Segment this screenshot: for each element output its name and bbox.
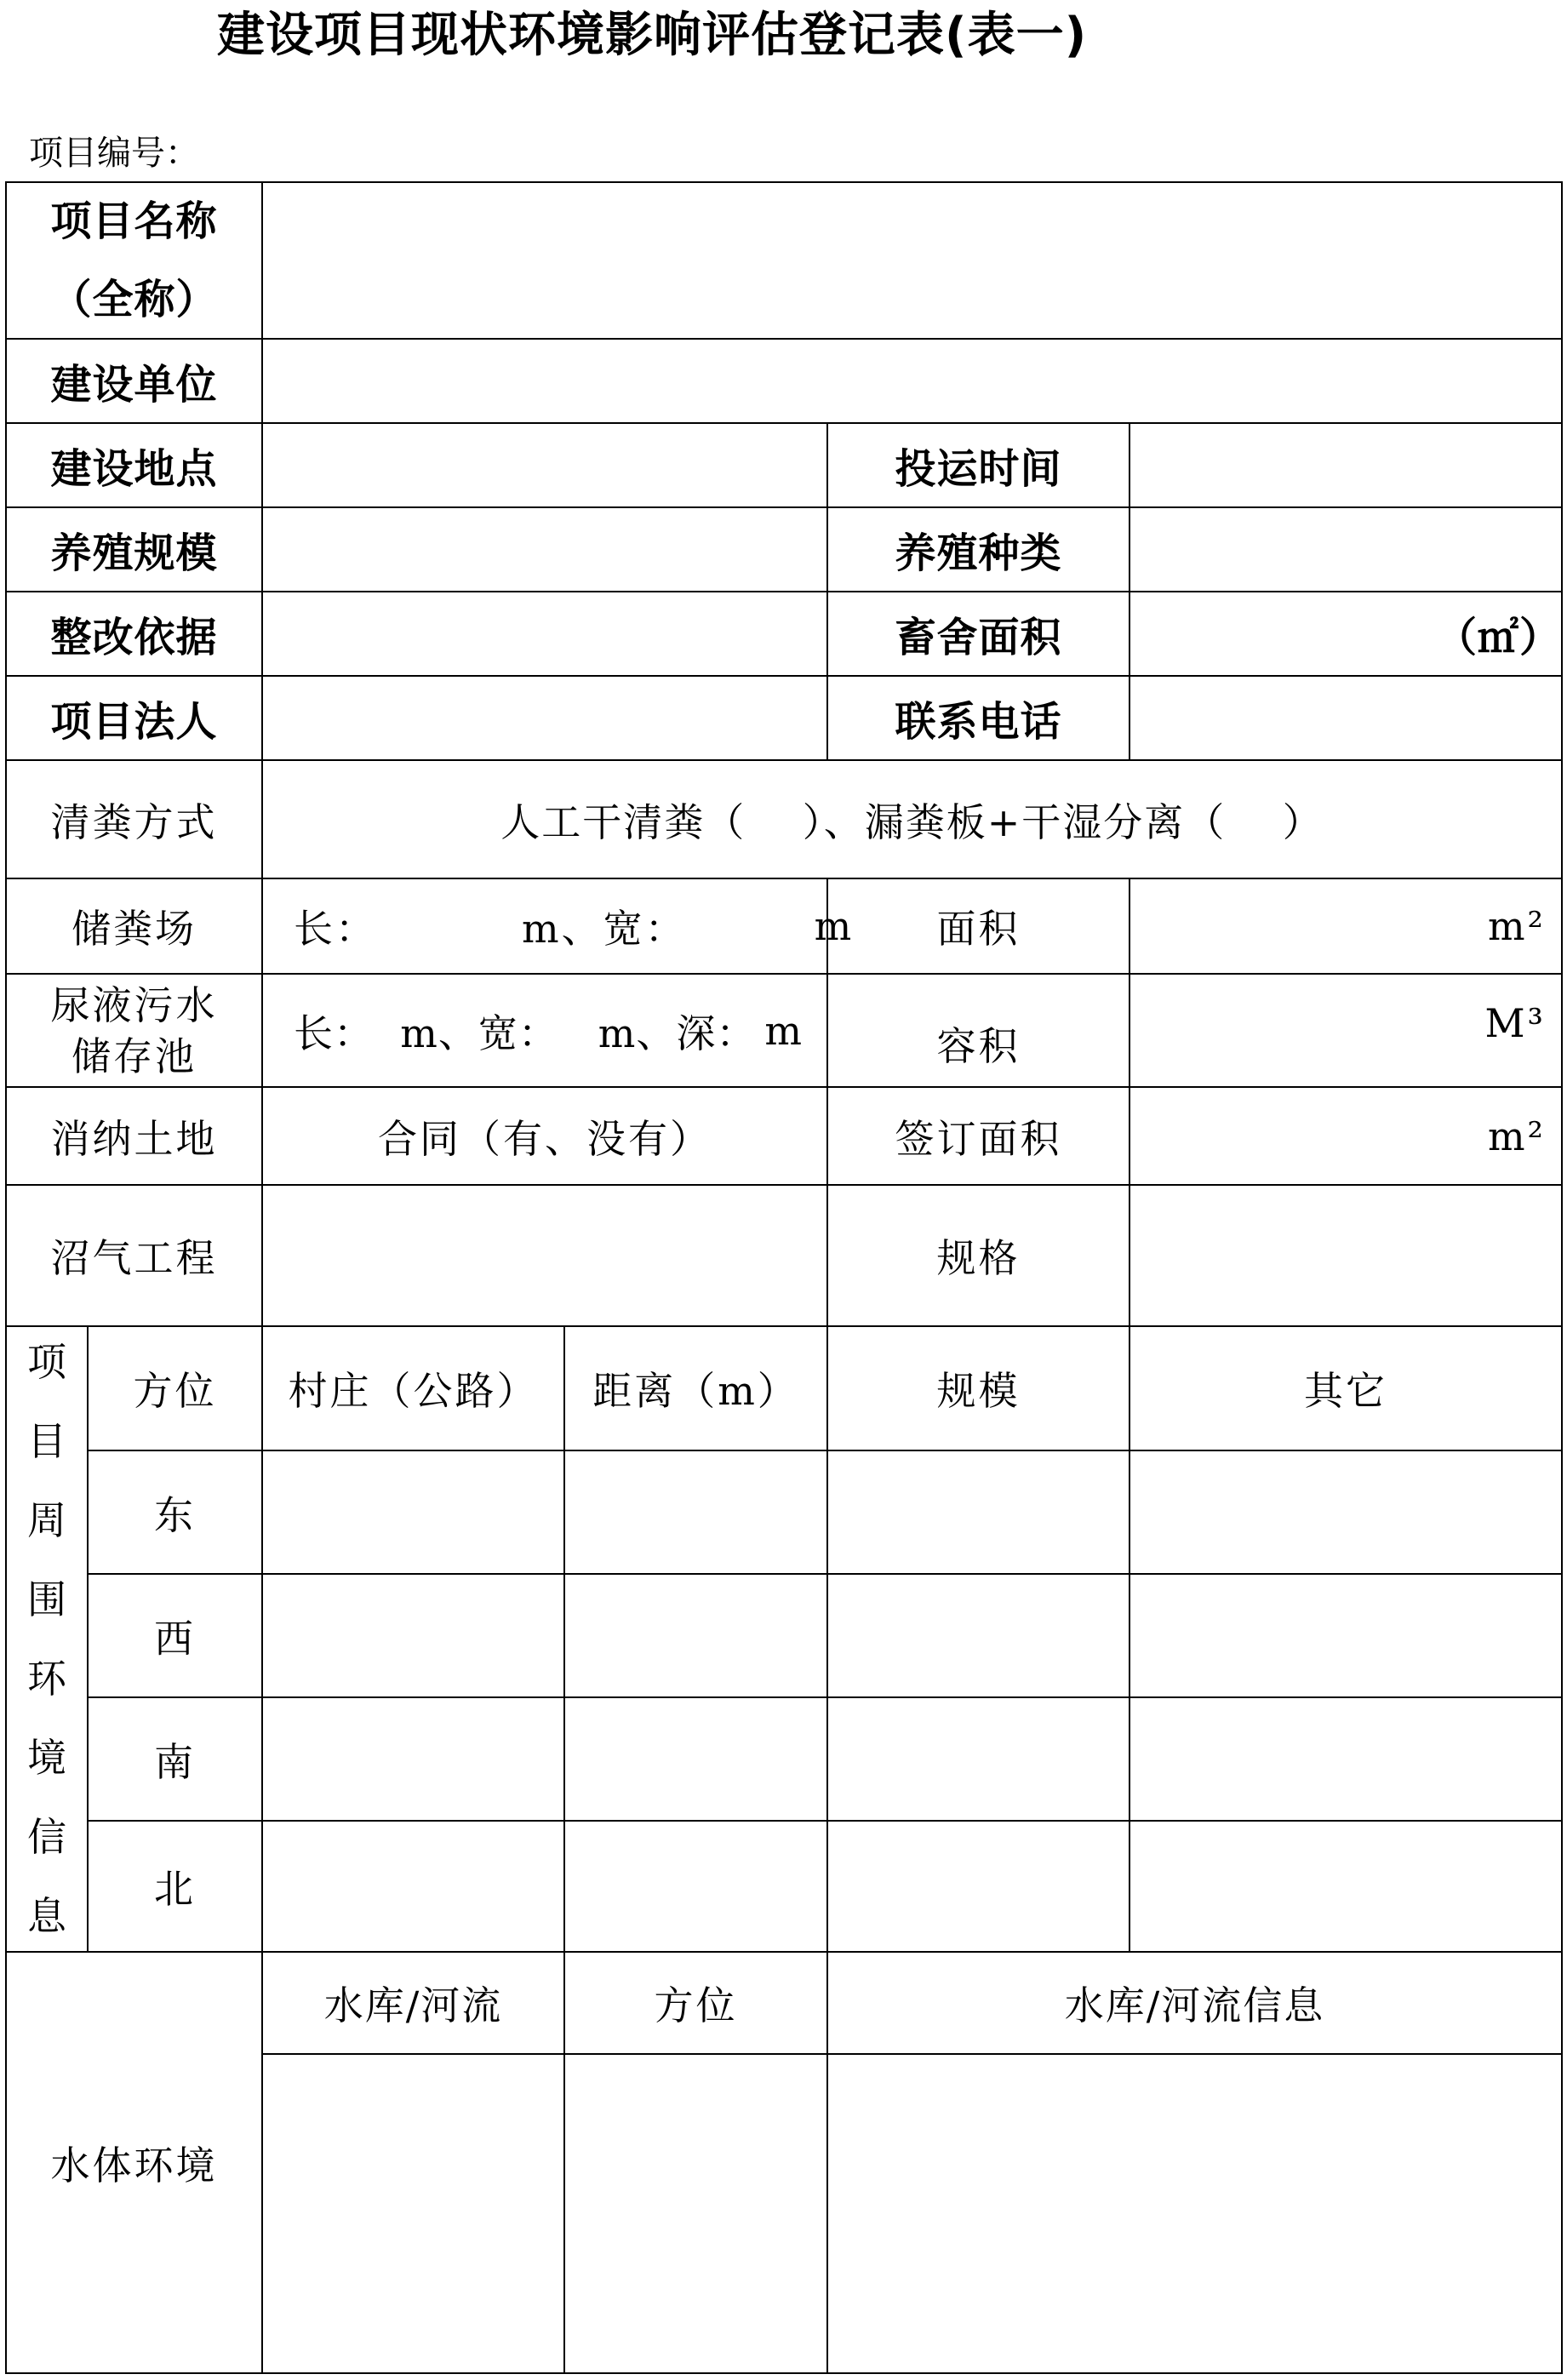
- signed-area-field[interactable]: [1130, 1088, 1561, 1184]
- breeding-species-label: 养殖种类: [895, 529, 1062, 577]
- breeding-species-field[interactable]: [1130, 508, 1561, 591]
- manure-cleaning-label: 清粪方式: [50, 798, 218, 845]
- biogas-spec-field[interactable]: [1130, 1186, 1561, 1325]
- biogas-project-field[interactable]: [263, 1186, 826, 1325]
- construction-unit-label: 建设单位: [50, 361, 218, 409]
- reservoir-river-field[interactable]: [263, 2055, 563, 2372]
- phone-label: 联系电话: [895, 698, 1062, 746]
- surroundings-char: 信: [27, 1813, 66, 1860]
- row-divider: [87, 1696, 1563, 1698]
- distance-header: 距离（m）: [592, 1368, 799, 1414]
- manure-yard-area-unit: m²: [1487, 903, 1546, 949]
- surroundings-section-label: [7, 1327, 87, 1951]
- location-field[interactable]: [263, 424, 826, 506]
- other-header: 其它: [1304, 1368, 1387, 1414]
- surroundings-char: 境: [27, 1734, 66, 1781]
- manure-yard-length-label: 长：: [294, 906, 377, 952]
- row-divider: [87, 1820, 1563, 1822]
- absorption-land-label: 消纳土地: [50, 1115, 218, 1162]
- water-environment-label: 水体环境: [50, 2142, 218, 2188]
- sewage-pool-dimensions[interactable]: [263, 975, 826, 1086]
- project-name-label: [7, 183, 261, 338]
- barn-area-field[interactable]: [1130, 592, 1561, 675]
- surroundings-char: 项: [27, 1338, 66, 1385]
- manure-yard-width-label: 宽：: [603, 906, 687, 952]
- reservoir-river-header: 水库/河流: [323, 1982, 503, 2028]
- sewage-pool-depth-unit: m: [764, 1007, 803, 1054]
- operation-time-field[interactable]: [1130, 424, 1561, 506]
- reservoir-river-info-field[interactable]: [828, 2055, 1561, 2372]
- water-direction-header: 方位: [654, 1982, 738, 2028]
- direction-header: 方位: [133, 1368, 217, 1414]
- surroundings-char: 环: [27, 1655, 66, 1702]
- construction-unit-field[interactable]: [263, 340, 1561, 422]
- scale-header: 规模: [936, 1368, 1021, 1414]
- surroundings-char: 目: [27, 1417, 66, 1464]
- project-name-label-line1: 项目名称: [50, 197, 218, 245]
- biogas-spec-label: 规格: [936, 1235, 1021, 1281]
- row-divider: [87, 1450, 1563, 1451]
- project-number-label: 项目编号：: [29, 134, 199, 173]
- direction-west: 西: [154, 1615, 196, 1662]
- manure-cleaning-options[interactable]: 人工干清粪（ ）、漏粪板+干湿分离（ ）: [500, 798, 1324, 845]
- direction-east: 东: [154, 1491, 196, 1538]
- surroundings-char: 周: [27, 1496, 66, 1543]
- sewage-pool-label-line2: 储存池: [71, 1033, 197, 1079]
- sewage-pool-label: [7, 975, 261, 1086]
- reservoir-river-info-header: 水库/河流信息: [1064, 1982, 1325, 2028]
- barn-area-label: 畜舍面积: [895, 614, 1062, 661]
- manure-yard-length-unit: m、: [522, 906, 603, 952]
- legal-person-field[interactable]: [263, 677, 826, 759]
- breeding-scale-label: 养殖规模: [50, 529, 218, 577]
- sewage-pool-volume-unit: M³: [1484, 1000, 1546, 1046]
- project-name-label-line2: （全称）: [50, 276, 218, 323]
- sewage-pool-volume-label: 容积: [936, 1022, 1021, 1069]
- manure-yard-area-label: 面积: [936, 906, 1021, 952]
- land-contract-field[interactable]: 合同（有、没有）: [378, 1115, 712, 1162]
- village-road-header: 村庄（公路）: [288, 1368, 539, 1414]
- sewage-pool-volume-field[interactable]: [1130, 975, 1561, 1086]
- rectification-basis-field[interactable]: [263, 592, 826, 675]
- legal-person-label: 项目法人: [50, 698, 218, 746]
- biogas-project-label: 沼气工程: [50, 1235, 218, 1281]
- direction-north: 北: [154, 1866, 196, 1912]
- phone-field[interactable]: [1130, 677, 1561, 759]
- breeding-scale-field[interactable]: [263, 508, 826, 591]
- operation-time-label: 投运时间: [895, 445, 1062, 493]
- manure-yard-area-field[interactable]: [1130, 879, 1561, 973]
- water-direction-field[interactable]: [565, 2055, 826, 2372]
- row-divider: [87, 1573, 1563, 1575]
- surroundings-char: 息: [27, 1892, 66, 1939]
- manure-yard-label: 储粪场: [71, 906, 197, 952]
- barn-area-unit: （㎡）: [1435, 614, 1561, 661]
- rectification-basis-label: 整改依据: [50, 614, 218, 661]
- sewage-pool-label-line1: 尿液污水: [50, 981, 218, 1028]
- manure-yard-width-unit: m: [814, 903, 855, 949]
- signed-area-unit: m²: [1487, 1113, 1546, 1159]
- signed-area-label: 签订面积: [895, 1115, 1062, 1162]
- direction-south: 南: [154, 1738, 196, 1785]
- form-title: 建设项目现状环境影响评估登记表(表一): [217, 8, 1088, 63]
- manure-yard-dimensions[interactable]: [263, 879, 855, 973]
- surroundings-char: 围: [27, 1576, 66, 1622]
- project-name-field[interactable]: [263, 183, 1561, 338]
- sewage-pool-dims-text: 长： m、宽： m、深：: [294, 1010, 757, 1056]
- location-label: 建设地点: [50, 445, 218, 493]
